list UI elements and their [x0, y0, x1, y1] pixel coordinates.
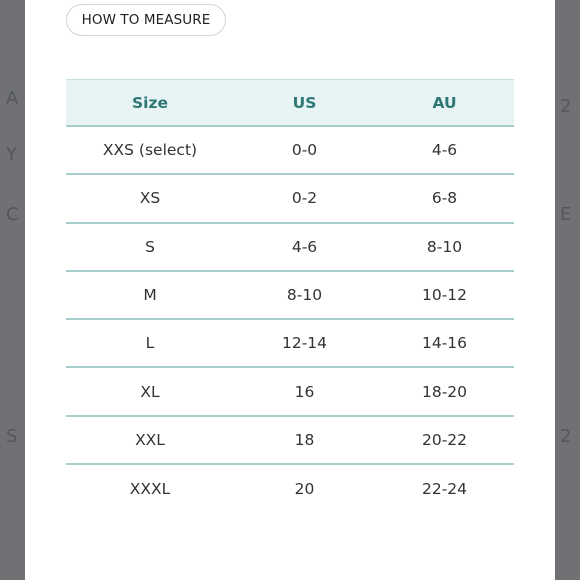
- table-row: [66, 175, 514, 223]
- how-to-measure-button[interactable]: HOW TO MEASURE: [66, 4, 226, 36]
- us-size-cell: 18: [294, 430, 315, 449]
- table-row: [66, 465, 514, 513]
- table-row: [66, 127, 514, 175]
- column-header-us: US: [292, 93, 317, 112]
- table-row: [66, 417, 514, 465]
- au-size-cell: 6-8: [431, 189, 458, 208]
- au-size-cell: 20-22: [421, 430, 468, 449]
- table-row: [66, 272, 514, 320]
- us-size-cell: 12-14: [281, 334, 328, 353]
- us-size-cell: 0-0: [291, 141, 318, 160]
- background-text-fragment: Y: [6, 144, 17, 165]
- au-size-cell: 18-20: [421, 382, 468, 401]
- size-cell: XS: [139, 189, 161, 208]
- size-cell: XL: [140, 382, 160, 401]
- table-header-row: [66, 79, 514, 127]
- background-text-fragment: 2: [560, 426, 572, 447]
- size-cell: S: [145, 237, 155, 256]
- size-guide-modal: [25, 0, 555, 580]
- background-text-fragment: C: [6, 204, 19, 225]
- size-cell: XXXL: [129, 480, 171, 499]
- size-chart-table: [66, 79, 514, 513]
- us-size-cell: 4-6: [291, 237, 318, 256]
- size-cell: L: [145, 334, 155, 353]
- table-row: [66, 224, 514, 272]
- au-size-cell: 10-12: [421, 286, 468, 305]
- background-text-fragment: E: [560, 204, 572, 225]
- us-size-cell: 0-2: [291, 189, 318, 208]
- size-cell: M: [143, 286, 157, 305]
- table-row: [66, 320, 514, 368]
- au-size-cell: 8-10: [426, 237, 463, 256]
- background-text-fragment: A: [6, 88, 19, 109]
- au-size-cell: 4-6: [431, 141, 458, 160]
- size-cell: XXL: [135, 430, 165, 449]
- us-size-cell: 8-10: [286, 286, 323, 305]
- column-header-au: AU: [432, 93, 457, 112]
- size-cell: XXS (select): [102, 141, 198, 160]
- background-text-fragment: S: [6, 426, 18, 447]
- us-size-cell: 20: [294, 480, 315, 499]
- table-row: [66, 368, 514, 416]
- column-header-size: Size: [131, 93, 168, 112]
- background-text-fragment: 2: [560, 96, 572, 117]
- au-size-cell: 14-16: [421, 334, 468, 353]
- au-size-cell: 22-24: [421, 480, 468, 499]
- us-size-cell: 16: [294, 382, 315, 401]
